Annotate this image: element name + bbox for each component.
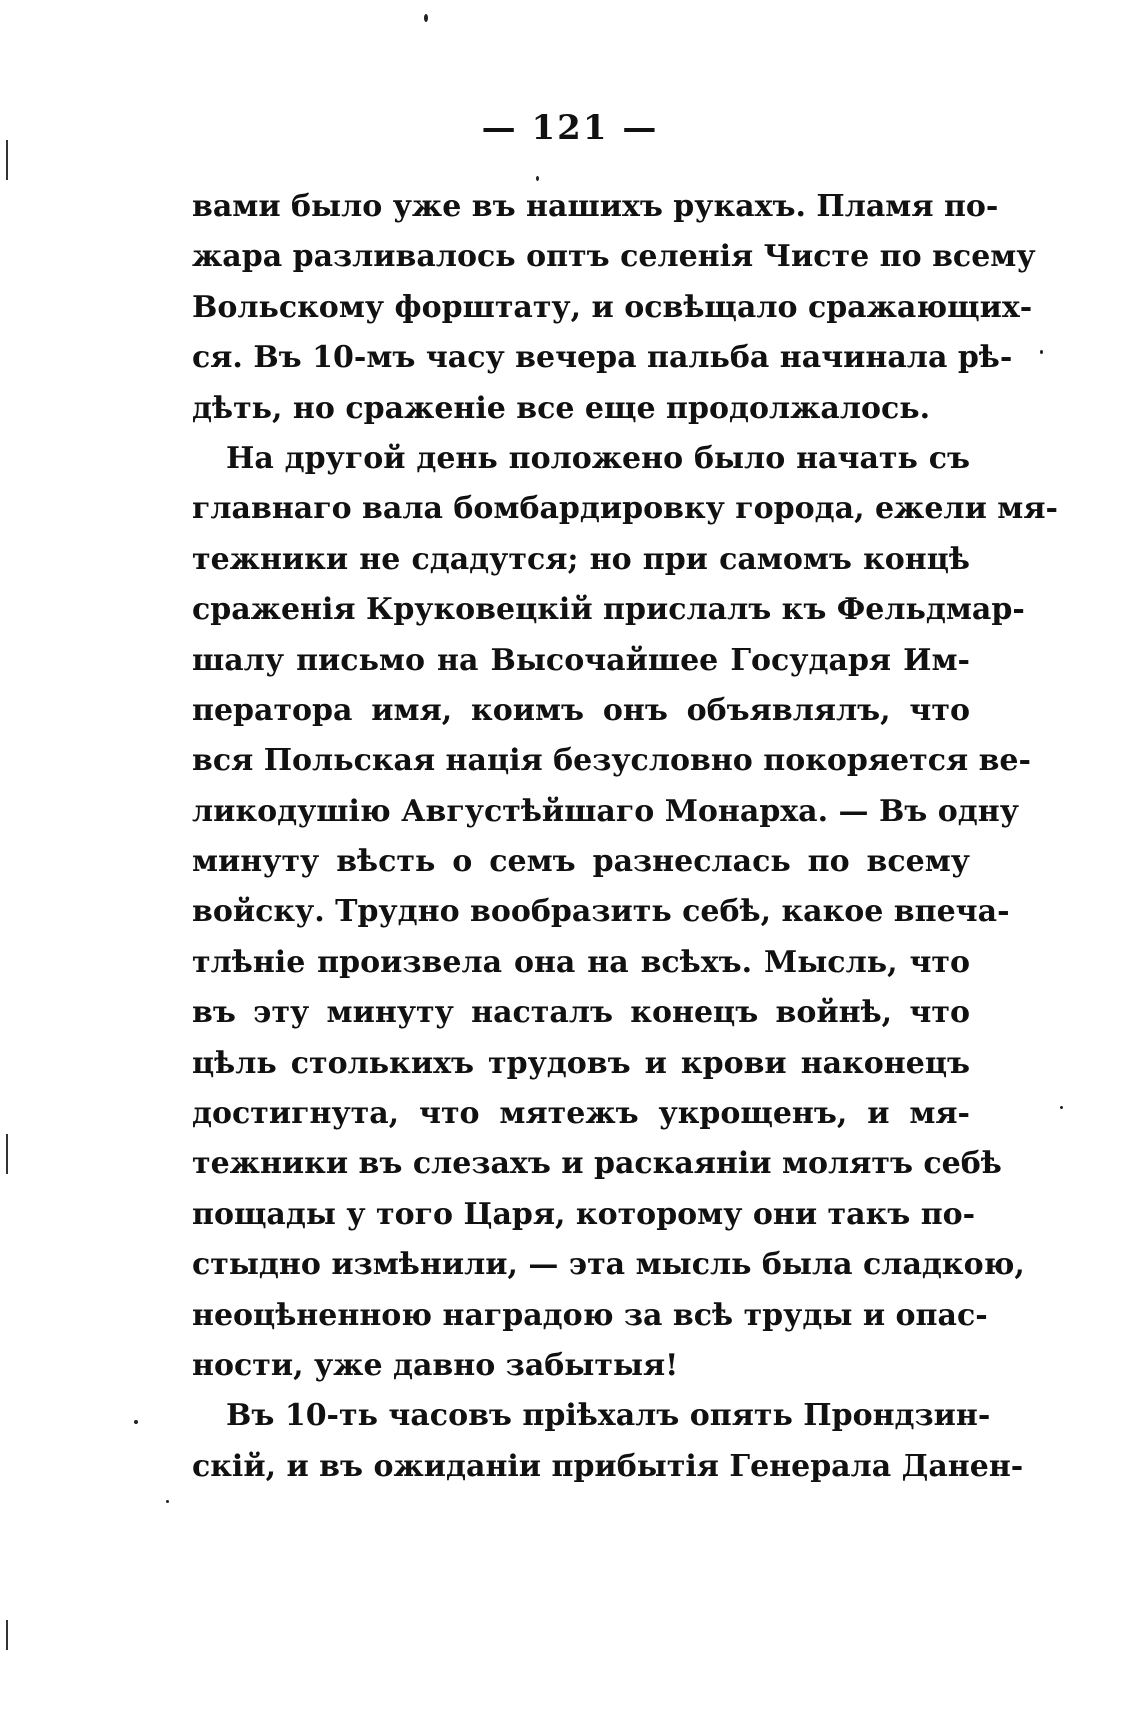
text-line: вся Польская нація безусловно покоряется ве- [192, 743, 1031, 779]
text-line: вами было уже въ нашихъ рукахъ. Пламя по- [192, 189, 999, 224]
scan-speck [134, 1420, 138, 1424]
scan-edge-mark [6, 140, 8, 180]
text-line: Вольскому форштату, и освѣщало сражающих- [192, 289, 1033, 325]
page-number: — 121 — [481, 108, 659, 148]
scan-speck [1040, 350, 1043, 354]
text-line: цѣль столькихъ трудовъ и крови наконецъ [192, 1045, 970, 1081]
text-line: въ эту минуту насталъ конецъ войнѣ, что [192, 995, 970, 1031]
scan-speck [424, 14, 428, 22]
text-line: пощады у того Царя, которому они такъ по- [192, 1196, 976, 1232]
text-line: достигнута, что мятежъ укрощенъ, и мя- [192, 1096, 970, 1132]
paragraph-start-line: Въ 10-ть часовъ пріѣхалъ опять Прондзин- [226, 1398, 991, 1434]
text-line: шалу письмо на Высочайшее Государя Им- [192, 642, 970, 678]
text-line: ператора имя, коимъ онъ объявлялъ, что [192, 692, 970, 728]
text-line: ликодушію Августѣйшаго Монарха. — Въ одну [192, 793, 1019, 829]
text-line: сраженія Круковецкій прислалъ къ Фельдмар- [192, 592, 1025, 628]
text-line: тежники не сдадутся; но при самомъ концѣ [192, 541, 970, 577]
scan-speck [1060, 1106, 1063, 1109]
text-line: минуту вѣсть о семъ разнеслась по всему [192, 844, 970, 880]
scan-speck [536, 176, 539, 181]
scan-edge-mark [6, 1134, 8, 1174]
body-text [192, 182, 1058, 1492]
text-line: скій, и въ ожиданіи прибытія Генерала Данен- [192, 1448, 1024, 1484]
text-line: тежники въ слезахъ и раскаяніи молятъ себѣ [192, 1146, 1002, 1182]
text-line: дѣть, но сраженіе все еще продолжалось. [192, 390, 931, 426]
text-line: неоцѣненною наградою за всѣ труды и опас- [192, 1297, 988, 1333]
text-line: тлѣніе произвела она на всѣхъ. Мысль, что [192, 944, 970, 980]
text-line: войску. Трудно вообразить себѣ, какое впеча- [192, 894, 1010, 930]
scan-edge-mark [6, 1620, 8, 1650]
text-line: ся. Въ 10-мъ часу вечера пальба начинала рѣ- [192, 340, 1013, 376]
text-line: ности, уже давно забытыя! [192, 1347, 679, 1383]
text-line: стыдно измѣнили, — эта мысль была сладкою, [192, 1247, 1025, 1283]
scan-speck [166, 1500, 169, 1503]
text-line: главнаго вала бомбардировку города, ежели мя- [192, 491, 1058, 527]
paragraph-start-line: На другой день положено было начать съ [226, 440, 970, 476]
text-line: жара разливалось оптъ селенія Чисте по всему [192, 239, 1036, 275]
